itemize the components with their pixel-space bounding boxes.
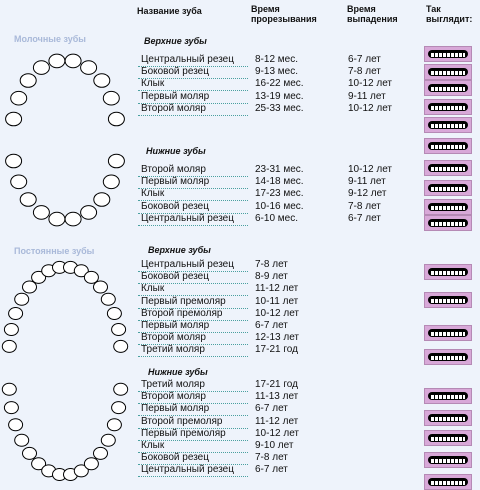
teeth-shape: [431, 271, 465, 275]
eruption-time: 23-31 мес.: [255, 164, 304, 175]
eruption-time: 10-11 лет: [255, 296, 299, 307]
teeth-shape: [431, 356, 465, 360]
teeth-shape: [431, 417, 465, 421]
mouth-illustration: [424, 160, 472, 176]
tooth-name: Клык: [141, 78, 165, 89]
mouth-illustration: [424, 99, 472, 115]
tooth-row: [0, 66, 420, 78]
header-shedding-line1: Время: [347, 4, 376, 14]
shedding-time: 10-12 лет: [348, 78, 392, 89]
tooth-row: [0, 452, 420, 464]
tooth-row: [0, 283, 420, 295]
tooth-name: Центральный резец: [141, 259, 234, 270]
tooth-name: Второй моляр: [141, 332, 206, 343]
teeth-shape: [431, 124, 465, 128]
eruption-time: 7-8 лет: [255, 259, 288, 270]
tooth-row: [0, 332, 420, 344]
teeth-shape: [431, 187, 465, 191]
mouth-illustration: [424, 180, 472, 196]
teeth-shape: [431, 106, 465, 110]
shedding-time: 9-11 лет: [348, 91, 386, 102]
header-shedding: [347, 4, 398, 24]
tooth-row: [0, 176, 420, 188]
tooth-row: [0, 271, 420, 283]
tooth-name: Боковой резец: [141, 452, 209, 463]
tooth-name: Второй моляр: [141, 103, 206, 114]
teeth-shape: [431, 395, 465, 399]
eruption-time: 8-12 мес.: [255, 54, 299, 65]
eruption-time: 9-10 лет: [255, 440, 294, 451]
tooth-row: [0, 391, 420, 403]
eruption-time: 14-18 мес.: [255, 176, 304, 187]
tooth-row: [0, 464, 420, 476]
header-looks: [426, 4, 472, 24]
teeth-shape: [431, 332, 465, 336]
mouth-illustration: [424, 64, 472, 80]
header-eruption-line2: прорезывания: [251, 14, 317, 24]
tooth-name: Второй премоляр: [141, 308, 223, 319]
teeth-shape: [431, 481, 465, 485]
tooth-row: [0, 91, 420, 103]
eruption-time: 10-12 лет: [255, 308, 299, 319]
tooth-row: [0, 344, 420, 356]
permanent-lower-title: Нижние зубы: [148, 367, 208, 377]
shedding-time: 10-12 лет: [348, 103, 392, 114]
eruption-time: 13-19 мес.: [255, 91, 304, 102]
tooth-name: Третий моляр: [141, 344, 205, 355]
tooth-row: [0, 78, 420, 90]
header-looks-line1: Так: [426, 4, 441, 14]
teeth-shape: [431, 206, 465, 210]
guide-line: [138, 476, 248, 477]
eruption-time: 10-12 лет: [255, 428, 299, 439]
mouth-illustration: [424, 117, 472, 133]
tooth-name: Боковой резец: [141, 271, 209, 282]
tooth-row: [0, 201, 420, 213]
teeth-shape: [431, 437, 465, 441]
shedding-time: 9-12 лет: [348, 188, 387, 199]
header-shedding-line2: выпадения: [347, 14, 398, 24]
tooth-name: Первый премоляр: [141, 428, 226, 439]
header-eruption: [251, 4, 317, 24]
eruption-time: 6-7 лет: [255, 320, 288, 331]
tooth-name: Первый моляр: [141, 176, 210, 187]
mouth-illustration: [424, 138, 472, 154]
eruption-time: 16-22 мес.: [255, 78, 304, 89]
guide-line: [138, 356, 248, 357]
eruption-time: 17-21 год: [255, 379, 298, 390]
tooth-name: Первый моляр: [141, 91, 210, 102]
teeth-shape: [431, 299, 465, 303]
tooth-row: [0, 164, 420, 176]
eruption-time: 17-21 год: [255, 344, 298, 355]
milk-lower-title: Нижние зубы: [146, 146, 206, 156]
eruption-time: 10-16 мес.: [255, 201, 304, 212]
eruption-time: 11-13 лет: [255, 391, 299, 402]
teeth-shape: [431, 87, 465, 91]
header-eruption-line1: Время: [251, 4, 280, 14]
teeth-shape: [431, 222, 465, 226]
tooth-row: [0, 296, 420, 308]
shedding-time: 7-8 лет: [348, 201, 381, 212]
teeth-shape: [431, 167, 465, 171]
eruption-time: 6-7 лет: [255, 464, 288, 475]
tooth-name: Клык: [141, 188, 165, 199]
tooth-name: Боковой резец: [141, 66, 209, 77]
eruption-time: 12-13 лет: [255, 332, 299, 343]
mouth-illustration: [424, 215, 472, 231]
milk-teeth-title: Молочные зубы: [14, 34, 86, 44]
guide-line: [138, 115, 248, 116]
teeth-shape: [431, 459, 465, 463]
tooth-row: [0, 440, 420, 452]
shedding-time: 10-12 лет: [348, 164, 392, 175]
eruption-time: 25-33 мес.: [255, 103, 304, 114]
tooth-name: Второй моляр: [141, 164, 206, 175]
tooth-name: Центральный резец: [141, 464, 234, 475]
mouth-illustration: [424, 474, 472, 490]
mouth-illustration: [424, 80, 472, 96]
shedding-time: 9-11 лет: [348, 176, 386, 187]
tooth-name: Центральный резец: [141, 54, 234, 65]
mouth-illustration: [424, 349, 472, 365]
eruption-time: 8-9 лет: [255, 271, 288, 282]
header-looks-line2: выглядит:: [426, 14, 473, 24]
tooth-row: [0, 103, 420, 115]
teeth-shape: [431, 145, 465, 149]
mouth-illustration: [424, 292, 472, 308]
tooth-row: [0, 403, 420, 415]
mouth-illustration: [424, 46, 472, 62]
teeth-shape: [431, 53, 465, 57]
header-name: Название зуба: [137, 6, 202, 16]
tooth-name: Третий моляр: [141, 379, 205, 390]
tooth-name: Второй моляр: [141, 391, 206, 402]
tooth-name: Второй премоляр: [141, 416, 223, 427]
tooth-row: [0, 213, 420, 225]
tooth-row: [0, 54, 420, 66]
shedding-time: 7-8 лет: [348, 66, 381, 77]
mouth-illustration: [424, 264, 472, 280]
tooth-name: Клык: [141, 440, 165, 451]
tooth-name: Боковой резец: [141, 201, 209, 212]
tooth-name: Первый премоляр: [141, 296, 226, 307]
mouth-illustration: [424, 430, 472, 446]
tooth-row: [0, 259, 420, 271]
tooth-name: Центральный резец: [141, 213, 234, 224]
tooth-row: [0, 308, 420, 320]
mouth-illustration: [424, 452, 472, 468]
shedding-time: 6-7 лет: [348, 54, 381, 65]
mouth-illustration: [424, 199, 472, 215]
eruption-time: 9-13 мес.: [255, 66, 299, 77]
tooth-name: Первый моляр: [141, 320, 210, 331]
permanent-teeth-title: Постоянные зубы: [14, 246, 95, 256]
eruption-time: 6-7 лет: [255, 403, 288, 414]
tooth-row: [0, 188, 420, 200]
eruption-time: 17-23 мес.: [255, 188, 304, 199]
teeth-shape: [431, 71, 465, 75]
tooth-name: Клык: [141, 283, 165, 294]
tooth-name: Первый моляр: [141, 403, 210, 414]
eruption-time: 11-12 лет: [255, 416, 299, 427]
guide-line: [138, 225, 248, 226]
milk-upper-title: Верхние зубы: [144, 36, 207, 46]
eruption-time: 7-8 лет: [255, 452, 288, 463]
mouth-illustration: [424, 325, 472, 341]
permanent-upper-title: Верхние зубы: [148, 245, 211, 255]
mouth-illustration: [424, 388, 472, 404]
mouth-illustration: [424, 410, 472, 426]
eruption-time: 6-10 мес.: [255, 213, 299, 224]
tooth-row: [0, 320, 420, 332]
eruption-time: 11-12 лет: [255, 283, 299, 294]
shedding-time: 6-7 лет: [348, 213, 381, 224]
tooth-row: [0, 428, 420, 440]
tooth-row: [0, 379, 420, 391]
tooth-row: [0, 416, 420, 428]
